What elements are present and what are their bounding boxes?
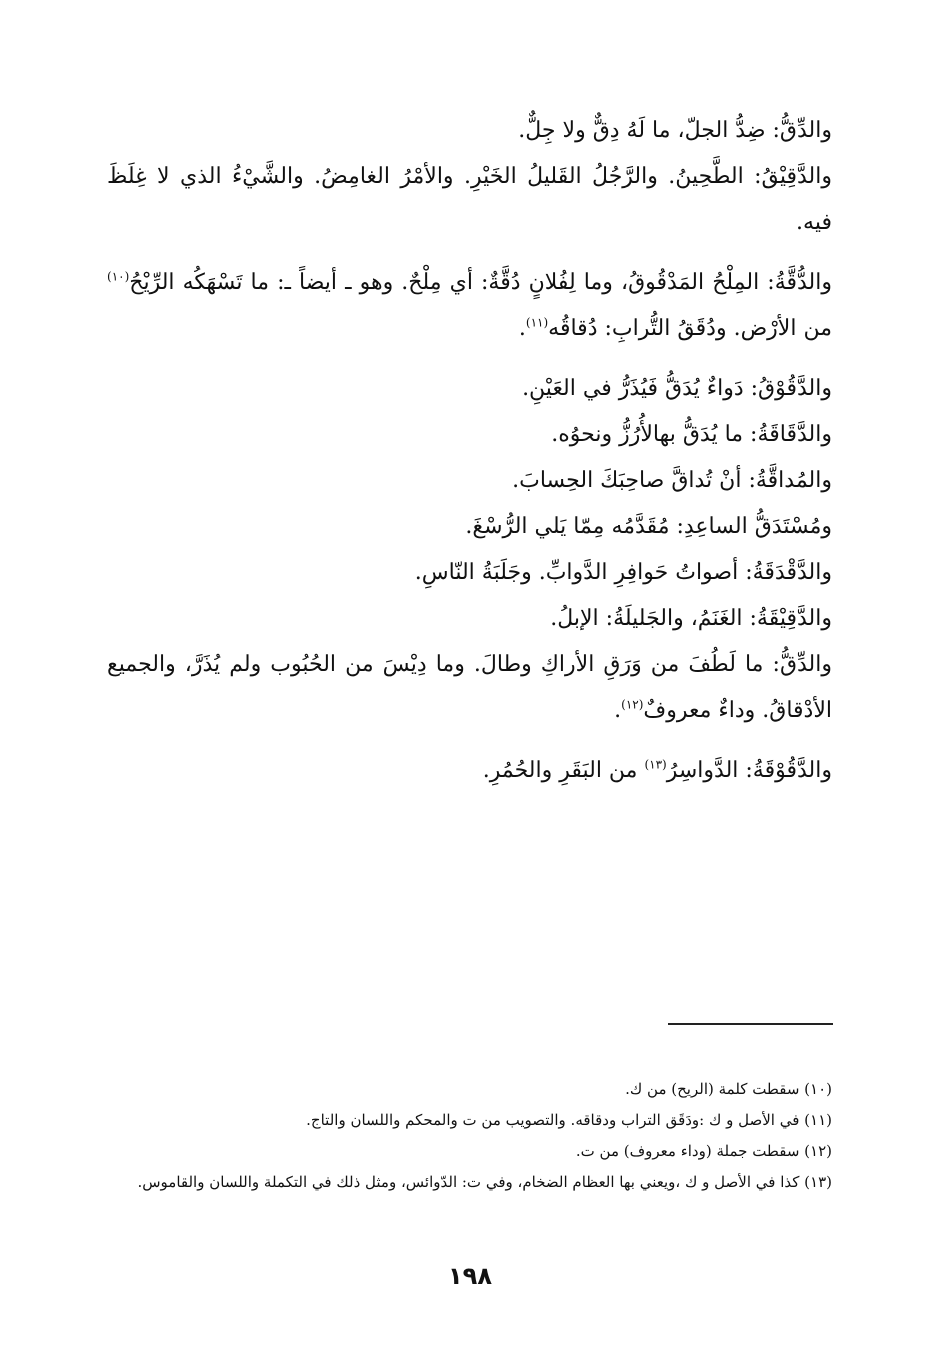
entry-dikk: والدِّقُّ: ضِدُّ الجلّ، ما لَهُ دِقٌّ ولا جِلٌّ. [518, 118, 832, 143]
entry-daqdaqa: والدَّقْدَقَةُ: أصواتُ حَوافِرِ الدَّوابِّ. وجَلَبَةُ النّاسِ. [414, 560, 832, 585]
footnote-ref: (١٣) [644, 757, 667, 772]
footnote-ref: (١٠) [107, 269, 130, 284]
page-number: ١٩٨ [448, 1262, 492, 1290]
entry-daqiqa: والدَّقِيْقَةُ: الغَنَمُ، والجَليلَةُ: الإبلُ. [550, 606, 832, 631]
dictionary-entries [107, 108, 832, 794]
entry-duqqa: والدُّقَّةُ: المِلْحُ المَدْقُوقُ، وما لِفُلانٍ دُقَّةٌ: أي مِلْحٌ. وهو ـ أيضاً ـ: ما تَسْهَكُه الرِّيْحُ$^{(١٠)}$ من الأرْض. ودُقَقُ التُّرابِ: دُقاقُه$^{(١١)}$. [107, 269, 832, 341]
footnotes [107, 1074, 832, 1198]
footnote-13: (١٣) كذا في الأصل و ك ،ويعني بها العظام الضخام، وفي ت: الدّوائس، ومثل ذلك في التكملة واللسان والقاموس. [137, 1173, 832, 1191]
footnote-ref: (١١) [525, 315, 549, 330]
footnote-12: (١٢) سقطت جملة (وداء معروف) من ت. [575, 1142, 832, 1160]
entry-daquq: والدَّقُوْقُ: دَواءٌ يُدَقُّ فَيُذَرُّ في العَيْنِ. [522, 376, 832, 401]
entry-daqiq: والدَّقِيْقُ: الطَّحِينُ. والرَّجُلُ القَليلُ الخَيْرِ. والأمْرُ الغامِضُ. والشَّيْءُ الذي لا غِلَظَ فيه. [107, 164, 832, 235]
footnote-divider [668, 1023, 833, 1025]
footnote-11: (١١) في الأصل و ك :ودَقَق التراب ودقاقه. والتصويب من ت والمحكم واللسان والتاج. [306, 1111, 832, 1129]
entry-mudaqqa: والمُداقَّةُ: أنْ تُداقَّ صاحِبَكَ الحِسابَ. [512, 468, 832, 493]
entry-mustadaqq: ومُسْتَدَقُّ الساعِدِ: مُقَدَّمُه مِمّا يَلي الرُّسْغَ. [465, 514, 832, 539]
entry-diqq: والدِّقُّ: ما لَطُفَ من وَرَقِ الأراكِ وطالَ. وما دِيْسَ من الحُبُوب ولم يُذَرَّ، والجميع الأدْقاقُ. وداءٌ معروفٌ$^{(١٢)}$. [107, 652, 832, 723]
entry-daquqa: والدَّقُوْقَةُ: الدَّواسِرُ$^{(١٣)}$ من البَقَرِ والحُمُرِ. [482, 757, 832, 783]
footnote-ref: (١٢) [621, 697, 644, 712]
footnote-10: (١٠) سقطت كلمة (الريح) من ك. [625, 1080, 832, 1098]
entry-daqqaqa: والدَّقَاقَةُ: ما يُدَقُّ بهالأُرُزُّ ونحوُه. [551, 422, 832, 447]
